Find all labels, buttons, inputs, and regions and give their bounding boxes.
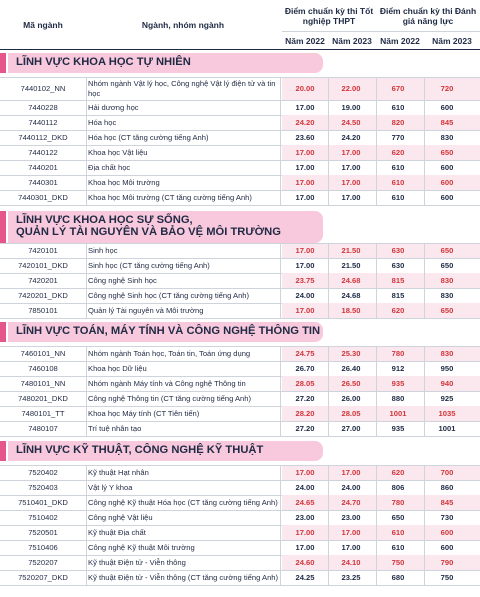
program-name: Nhóm ngành Vật lý học, Công nghệ Vật lý điện tử và tin học <box>88 79 276 98</box>
dgnl-2023-score: 940 <box>440 379 454 388</box>
thpt-2023-score: 17.00 <box>341 468 361 477</box>
section-title-line: LĨNH VỰC TOÁN, MÁY TÍNH VÀ CÔNG NGHỆ THÔNG TIN <box>16 325 321 337</box>
thpt-2023-score: 17.00 <box>341 178 361 187</box>
thpt-2022-score: 17.00 <box>295 261 315 270</box>
thpt-2022-score: 17.00 <box>295 178 315 187</box>
dgnl-2022-score: 815 <box>391 276 405 285</box>
dgnl-2023-score: 750 <box>440 573 454 582</box>
thpt-2022-score: 24.65 <box>295 498 315 507</box>
program-name: Kỹ thuật Hạt nhân <box>88 468 149 477</box>
table-row <box>0 175 480 190</box>
column-divider <box>424 77 425 205</box>
dgnl-2023-score: 790 <box>440 558 454 567</box>
dgnl-2023-score: 650 <box>440 148 454 157</box>
dgnl-2023-score: 925 <box>440 394 454 403</box>
dgnl-2022-score: 806 <box>391 483 405 492</box>
thpt-2022-score: 23.00 <box>295 513 315 522</box>
dgnl-2023-score: 650 <box>440 261 454 270</box>
table-row <box>0 555 480 570</box>
table-row <box>0 376 480 391</box>
program-name: Khoa học Máy tính (CT Tiên tiến) <box>88 409 200 418</box>
thpt-2023-score: 17.00 <box>341 148 361 157</box>
column-divider <box>280 346 281 436</box>
thpt-2023-score: 21.50 <box>341 246 361 255</box>
thpt-2022-score: 17.00 <box>295 163 315 172</box>
program-code: 7420101_DKD <box>18 261 68 270</box>
program-code: 7520207 <box>28 558 58 567</box>
table-row <box>0 540 480 555</box>
thpt-2023-score: 25.30 <box>341 349 361 358</box>
row-divider <box>0 205 480 206</box>
thpt-2023-score: 26.50 <box>341 379 361 388</box>
dgnl-2022-score: 935 <box>391 424 405 433</box>
program-name: Địa chất học <box>88 163 131 172</box>
program-code: 7440112 <box>28 118 58 127</box>
dgnl-2022-score: 820 <box>391 118 405 127</box>
thpt-2023-score: 24.10 <box>341 558 361 567</box>
program-code: 7440228 <box>28 103 58 112</box>
dgnl-2022-score: 880 <box>391 394 405 403</box>
column-divider <box>376 465 377 585</box>
table-row <box>0 570 480 585</box>
thpt-2022-score: 17.00 <box>295 468 315 477</box>
table-row <box>0 361 480 376</box>
section-title-line: LĨNH VỰC KỸ THUẬT, CÔNG NGHỆ KỸ THUẬT <box>16 444 264 456</box>
thpt-2023-score: 24.70 <box>341 498 361 507</box>
program-code: 7480201_DKD <box>18 394 68 403</box>
table-row <box>0 273 480 288</box>
section-banner-accent <box>0 53 6 73</box>
header-divider <box>282 31 480 32</box>
thpt-2023-score: 17.00 <box>341 193 361 202</box>
thpt-2022-score: 17.00 <box>295 306 315 315</box>
thpt-2022-score: 17.00 <box>295 246 315 255</box>
thpt-2022-score: 17.00 <box>295 148 315 157</box>
thpt-2022-score: 26.70 <box>295 364 315 373</box>
dgnl-2022-score: 630 <box>391 246 405 255</box>
column-divider <box>280 465 281 585</box>
dgnl-2022-score: 630 <box>391 261 405 270</box>
table-row <box>0 525 480 540</box>
program-name: Kỹ thuật Địa chất <box>88 528 146 537</box>
dgnl-2022-score: 610 <box>391 103 405 112</box>
thpt-2022-score: 23.75 <box>295 276 315 285</box>
thpt-2023-score: 26.40 <box>341 364 361 373</box>
thpt-2023-score: 17.00 <box>341 543 361 552</box>
thpt-2023-score: 21.50 <box>341 261 361 270</box>
dgnl-2022-score: 780 <box>391 349 405 358</box>
thpt-2023-score: 27.00 <box>341 424 361 433</box>
dgnl-2022-score: 650 <box>391 513 405 522</box>
column-divider <box>328 346 329 436</box>
program-name: Công nghệ Kỹ thuật Hóa học (CT tăng cường tiếng Anh) <box>88 498 278 507</box>
thpt-2023-score: 17.00 <box>341 528 361 537</box>
program-code: 7480101_NN <box>20 379 66 388</box>
header-name: Ngành, nhóm ngành <box>141 20 225 30</box>
dgnl-2023-score: 600 <box>440 193 454 202</box>
program-code: 7420201 <box>28 276 58 285</box>
table-row <box>0 510 480 525</box>
table-row <box>0 115 480 130</box>
dgnl-2023-score: 720 <box>440 84 454 93</box>
thpt-2022-score: 20.00 <box>295 84 315 93</box>
dgnl-2023-score: 600 <box>440 178 454 187</box>
program-name: Vật lý Y khoa <box>88 483 133 492</box>
dgnl-2022-score: 620 <box>391 148 405 157</box>
table-row <box>0 145 480 160</box>
dgnl-2023-score: 845 <box>440 118 454 127</box>
table-row <box>0 77 480 100</box>
section-top-rule <box>0 346 480 347</box>
program-code: 7440112_DKD <box>18 133 68 142</box>
program-name: Công nghệ Thông tin (CT tăng cường tiếng Anh) <box>88 394 252 403</box>
section-title <box>8 441 323 461</box>
section-top-rule <box>0 77 480 78</box>
table-row <box>0 480 480 495</box>
dgnl-2022-score: 1001 <box>389 409 407 418</box>
header-code: Mã ngành <box>23 20 63 30</box>
header-thpt-2023: Năm 2023 <box>332 35 372 46</box>
dgnl-2023-score: 650 <box>440 306 454 315</box>
dgnl-2022-score: 912 <box>391 364 405 373</box>
thpt-2022-score: 24.20 <box>295 118 315 127</box>
column-divider <box>86 465 87 585</box>
dgnl-2022-score: 935 <box>391 379 405 388</box>
program-name: Khoa học Dữ liệu <box>88 364 147 373</box>
section-banner-accent <box>0 322 6 342</box>
program-code: 7460108 <box>28 364 58 373</box>
header-thpt-2022: Năm 2022 <box>285 35 325 46</box>
thpt-2022-score: 28.20 <box>295 409 315 418</box>
header-thpt-group: Điểm chuẩn kỳ thi Tốt nghiệp THPT <box>284 6 374 26</box>
section-top-rule <box>0 243 480 244</box>
header-dgnl-2022: Năm 2022 <box>380 35 420 46</box>
table-row <box>0 243 480 258</box>
dgnl-2023-score: 830 <box>440 276 454 285</box>
thpt-2023-score: 24.68 <box>341 291 361 300</box>
program-code: 7420101 <box>28 246 58 255</box>
column-divider <box>280 243 281 318</box>
dgnl-2023-score: 830 <box>440 291 454 300</box>
thpt-2022-score: 17.00 <box>295 103 315 112</box>
thpt-2022-score: 27.20 <box>295 394 315 403</box>
thpt-2023-score: 24.20 <box>341 133 361 142</box>
thpt-2023-score: 18.50 <box>341 306 361 315</box>
table-header <box>0 0 480 50</box>
program-name: Nhóm ngành Toán học, Toán tin, Toán ứng dụng <box>88 349 251 358</box>
section-title <box>8 53 323 73</box>
dgnl-2023-score: 830 <box>440 349 454 358</box>
dgnl-2023-score: 845 <box>440 498 454 507</box>
program-name: Hải dương học <box>88 103 139 112</box>
column-divider <box>424 465 425 585</box>
row-divider <box>0 436 480 437</box>
dgnl-2022-score: 670 <box>391 84 405 93</box>
section-banner-accent <box>0 441 6 461</box>
table-row <box>0 130 480 145</box>
program-code: 7420201_DKD <box>18 291 68 300</box>
dgnl-2022-score: 680 <box>391 573 405 582</box>
program-code: 7440201 <box>28 163 58 172</box>
dgnl-2022-score: 610 <box>391 193 405 202</box>
program-code: 7520207_DKD <box>18 573 68 582</box>
section-title-line: QUẢN LÝ TÀI NGUYÊN VÀ BẢO VỆ MÔI TRƯỜNG <box>16 226 281 239</box>
program-code: 7520501 <box>28 528 58 537</box>
thpt-2023-score: 24.50 <box>341 118 361 127</box>
program-code: 7460101_NN <box>20 349 66 358</box>
thpt-2022-score: 17.00 <box>295 193 315 202</box>
program-code: 7440301 <box>28 178 58 187</box>
dgnl-2022-score: 780 <box>391 498 405 507</box>
dgnl-2023-score: 700 <box>440 468 454 477</box>
dgnl-2023-score: 830 <box>440 133 454 142</box>
table-row <box>0 288 480 303</box>
column-divider <box>376 243 377 318</box>
header-bottom-rule <box>0 49 480 50</box>
row-divider <box>0 318 480 319</box>
header-dgnl-group: Điểm chuẩn kỳ thi Đánh giá năng lực <box>379 6 477 26</box>
program-code: 7440301_DKD <box>18 193 68 202</box>
dgnl-2023-score: 1001 <box>438 424 456 433</box>
dgnl-2022-score: 770 <box>391 133 405 142</box>
column-divider <box>424 346 425 436</box>
program-name: Hóa học (CT tăng cường tiếng Anh) <box>88 133 209 142</box>
program-code: 7480101_TT <box>21 409 65 418</box>
dgnl-2022-score: 750 <box>391 558 405 567</box>
section-title-line: LĨNH VỰC KHOA HỌC TỰ NHIÊN <box>16 56 191 68</box>
program-code: 7850101 <box>28 306 58 315</box>
thpt-2022-score: 24.75 <box>295 349 315 358</box>
table-row <box>0 391 480 406</box>
program-name: Trí tuệ nhân tạo <box>88 424 142 433</box>
section-title-line: LĨNH VỰC KHOA HỌC SỰ SỐNG, <box>16 214 193 226</box>
program-name: Kỹ thuật Điện tử - Viễn thông (CT tăng cường tiếng Anh) <box>88 573 278 582</box>
program-code: 7520402 <box>28 468 58 477</box>
program-name: Công nghệ Vật liệu <box>88 513 153 522</box>
column-divider <box>424 243 425 318</box>
dgnl-2023-score: 1035 <box>438 409 456 418</box>
program-code: 7510406 <box>28 543 58 552</box>
section-banner-accent <box>0 211 6 243</box>
dgnl-2023-score: 650 <box>440 246 454 255</box>
program-name: Công nghệ Kỹ thuật Môi trường <box>88 543 195 552</box>
program-name: Nhóm ngành Máy tính và Công nghệ Thông tin <box>88 379 246 388</box>
dgnl-2022-score: 610 <box>391 543 405 552</box>
program-name: Hóa học <box>88 118 117 127</box>
thpt-2023-score: 19.00 <box>341 103 361 112</box>
column-divider <box>86 243 87 318</box>
thpt-2022-score: 23.60 <box>295 133 315 142</box>
program-code: 7520403 <box>28 483 58 492</box>
program-code: 7440102_NN <box>20 84 66 93</box>
dgnl-2023-score: 860 <box>440 483 454 492</box>
table-row <box>0 258 480 273</box>
program-name: Kỹ thuật Điện tử - Viễn thông <box>88 558 186 567</box>
thpt-2022-score: 28.05 <box>295 379 315 388</box>
program-code: 7510401_DKD <box>18 498 68 507</box>
program-name: Công nghệ Sinh học <box>88 276 157 285</box>
thpt-2022-score: 24.00 <box>295 291 315 300</box>
dgnl-2023-score: 600 <box>440 543 454 552</box>
program-code: 7480107 <box>28 424 58 433</box>
dgnl-2023-score: 730 <box>440 513 454 522</box>
thpt-2022-score: 24.60 <box>295 558 315 567</box>
program-name: Sinh học (CT tăng cường tiếng Anh) <box>88 261 210 270</box>
column-divider <box>280 77 281 205</box>
table-row <box>0 495 480 510</box>
dgnl-2022-score: 815 <box>391 291 405 300</box>
thpt-2022-score: 17.00 <box>295 528 315 537</box>
thpt-2022-score: 27.20 <box>295 424 315 433</box>
thpt-2023-score: 24.00 <box>341 483 361 492</box>
program-name: Khoa học Môi trường (CT tăng cường tiếng Anh) <box>88 193 252 202</box>
dgnl-2022-score: 620 <box>391 468 405 477</box>
thpt-2023-score: 26.00 <box>341 394 361 403</box>
thpt-2023-score: 23.25 <box>341 573 361 582</box>
program-name: Khoa học Môi trường <box>88 178 160 187</box>
thpt-2023-score: 28.05 <box>341 409 361 418</box>
program-code: 7440122 <box>28 148 58 157</box>
row-divider <box>0 585 480 586</box>
program-name: Khoa học Vật liệu <box>88 148 148 157</box>
thpt-2022-score: 24.00 <box>295 483 315 492</box>
dgnl-2023-score: 950 <box>440 364 454 373</box>
table-row <box>0 303 480 318</box>
thpt-2023-score: 17.00 <box>341 163 361 172</box>
program-name: Quản lý Tài nguyên và Môi trường <box>88 306 204 315</box>
column-divider <box>328 243 329 318</box>
section-title <box>8 322 323 342</box>
dgnl-2023-score: 600 <box>440 103 454 112</box>
dgnl-2022-score: 610 <box>391 178 405 187</box>
thpt-2022-score: 17.00 <box>295 543 315 552</box>
column-divider <box>376 346 377 436</box>
thpt-2023-score: 23.00 <box>341 513 361 522</box>
table-row <box>0 406 480 421</box>
table-row <box>0 160 480 175</box>
column-divider <box>86 77 87 205</box>
column-divider <box>86 346 87 436</box>
section-top-rule <box>0 465 480 466</box>
section-title <box>8 211 323 243</box>
program-name: Công nghệ Sinh học (CT tăng cường tiếng Anh) <box>88 291 250 300</box>
program-code: 7510402 <box>28 513 58 522</box>
thpt-2022-score: 24.25 <box>295 573 315 582</box>
column-divider <box>328 77 329 205</box>
header-dgnl-2023: Năm 2023 <box>432 35 472 46</box>
dgnl-2022-score: 620 <box>391 306 405 315</box>
thpt-2023-score: 24.68 <box>341 276 361 285</box>
thpt-2023-score: 22.00 <box>341 84 361 93</box>
column-divider <box>328 465 329 585</box>
dgnl-2023-score: 600 <box>440 528 454 537</box>
column-divider <box>376 77 377 205</box>
table-row <box>0 100 480 115</box>
dgnl-2022-score: 610 <box>391 163 405 172</box>
table-row <box>0 190 480 205</box>
table-row <box>0 465 480 480</box>
program-name: Sinh học <box>88 246 118 255</box>
table-row <box>0 346 480 361</box>
dgnl-2023-score: 600 <box>440 163 454 172</box>
dgnl-2022-score: 610 <box>391 528 405 537</box>
table-row <box>0 421 480 436</box>
